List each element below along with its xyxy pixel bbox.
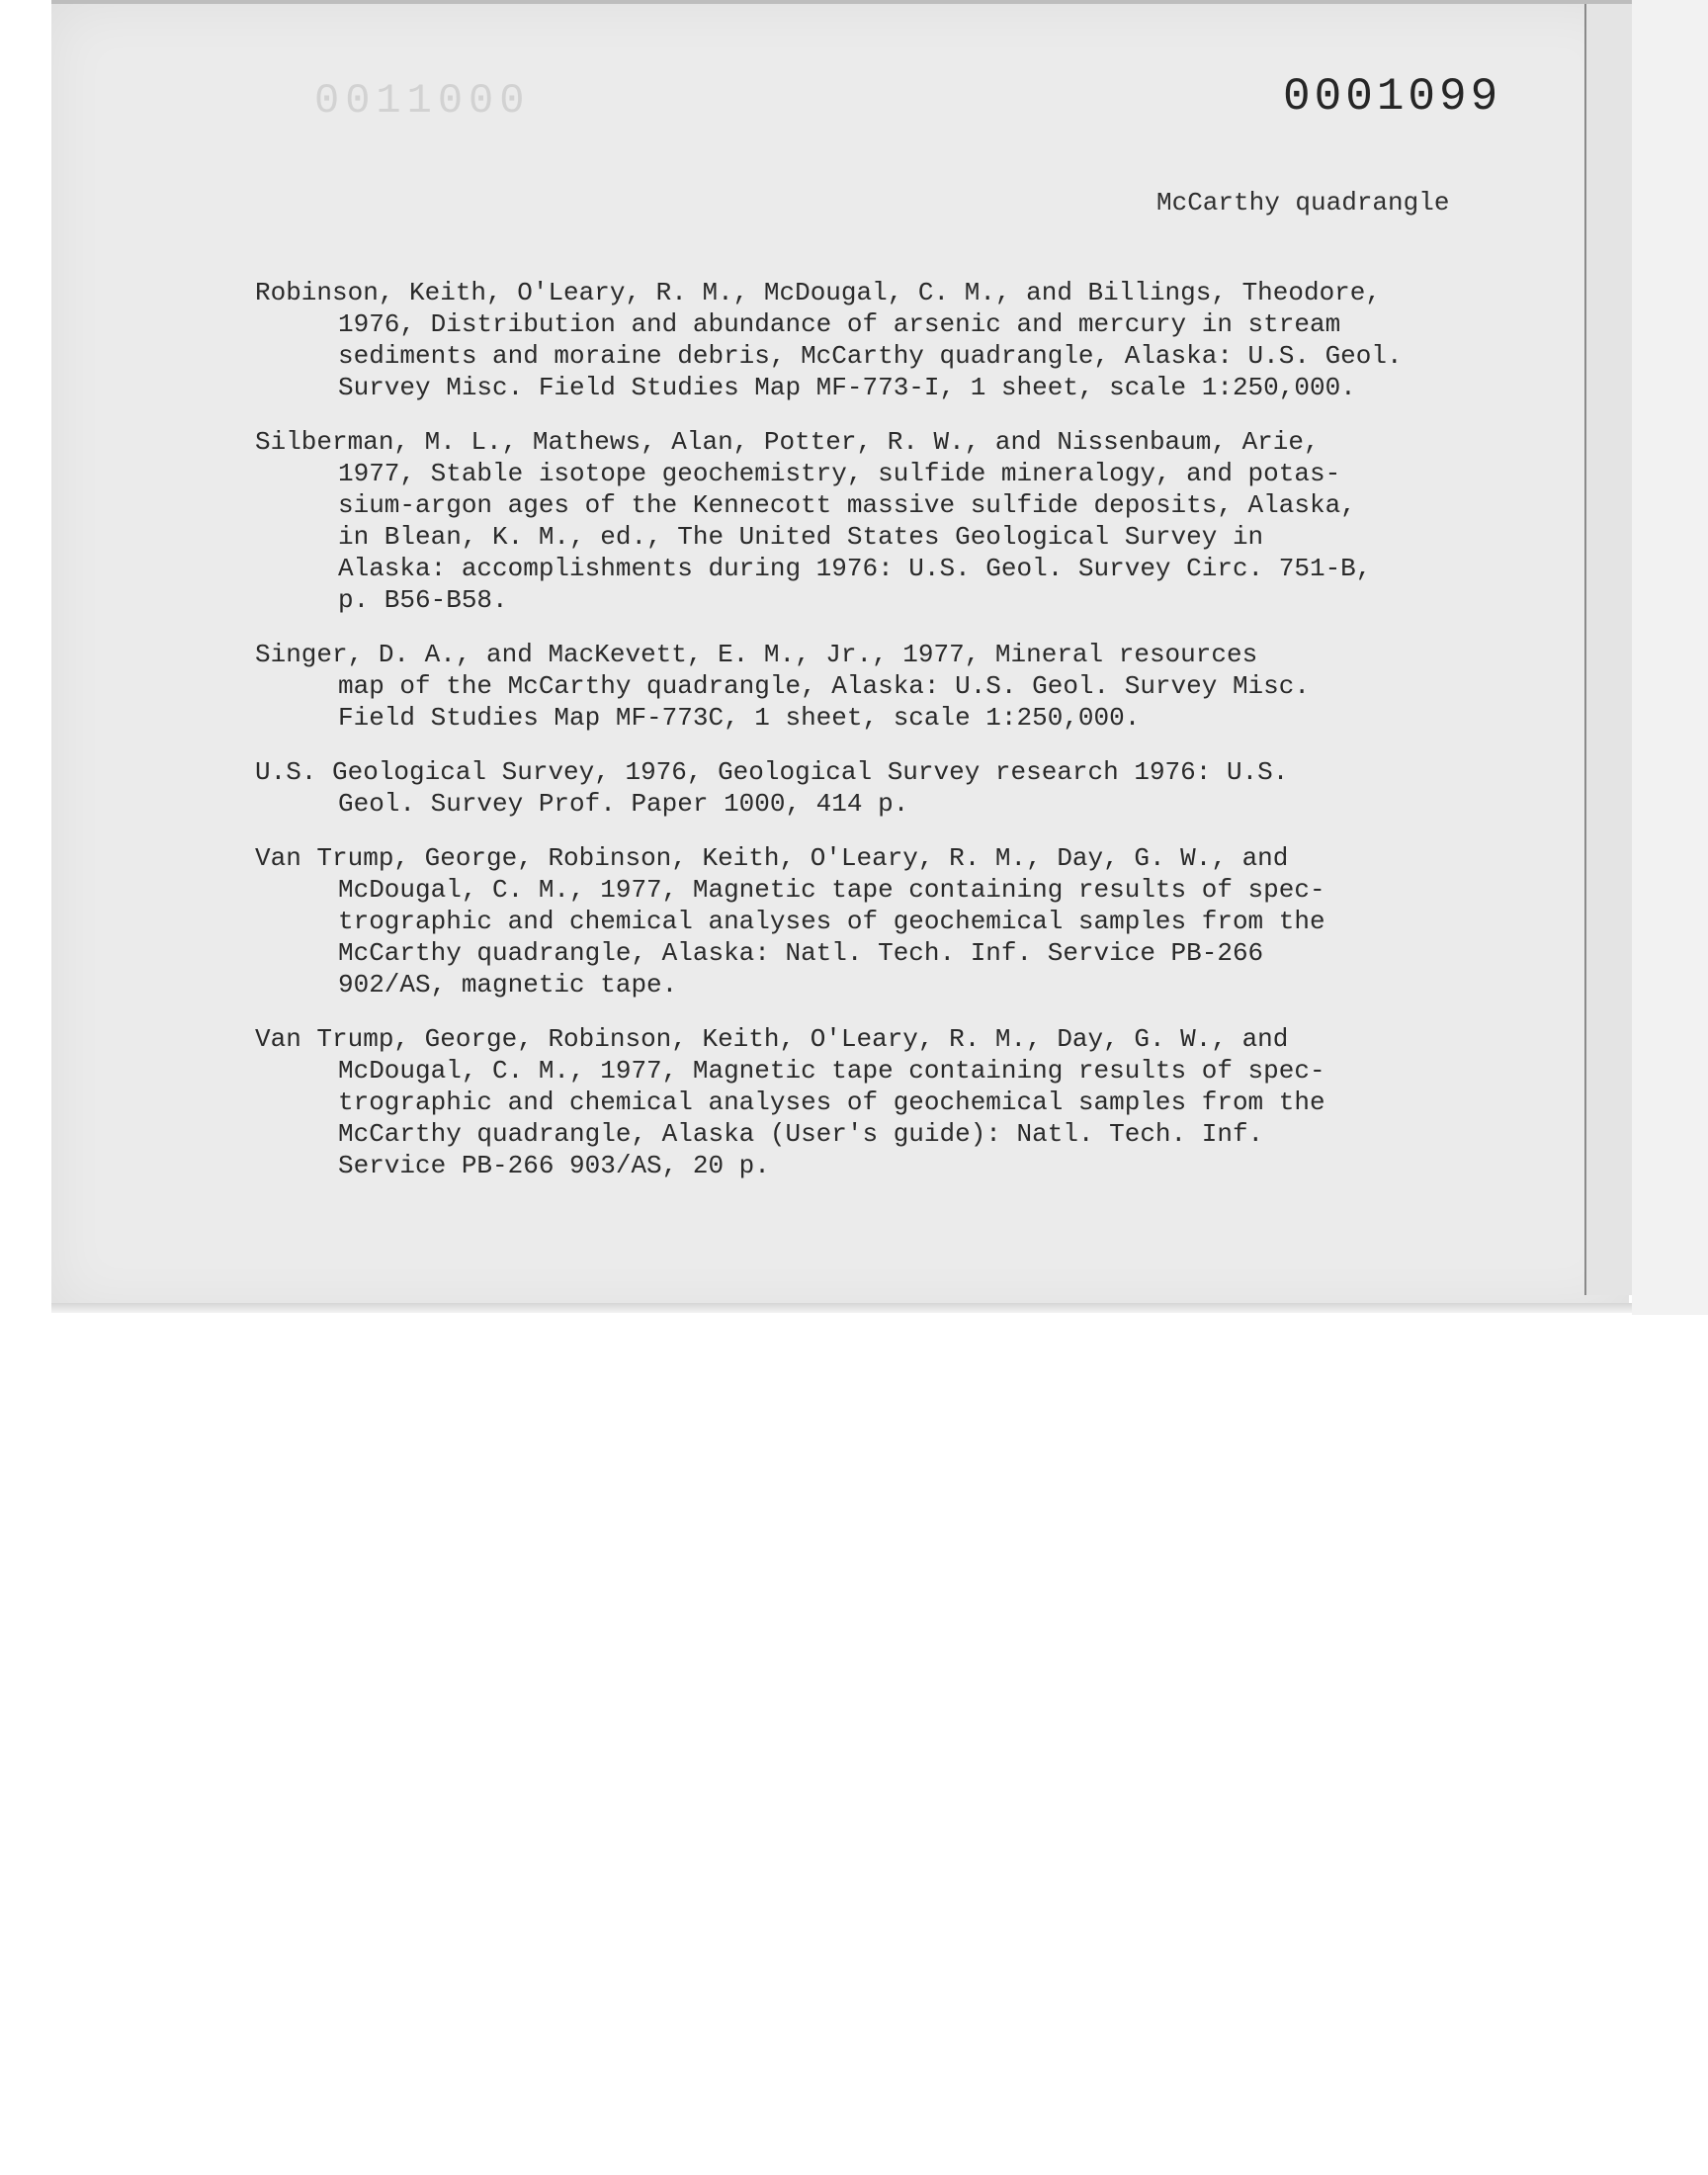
reference-entry bbox=[255, 842, 1491, 1000]
scan-edge bbox=[1632, 0, 1708, 1315]
reference-entry bbox=[255, 639, 1491, 734]
reference-line: p. B56-B58. bbox=[338, 585, 508, 615]
reference-line: McCarthy quadrangle, Alaska: Natl. Tech. Inf. Service PB-266 bbox=[338, 938, 1264, 968]
reference-line: Alaska: accomplishments during 1976: U.S. Geol. Survey Circ. 751-B, bbox=[338, 554, 1372, 583]
reference-line: Van Trump, George, Robinson, Keith, O'Leary, R. M., Day, G. W., and bbox=[255, 1024, 1289, 1054]
reference-line: McDougal, C. M., 1977, Magnetic tape containing results of spec- bbox=[338, 1056, 1325, 1086]
reference-entry bbox=[255, 756, 1491, 820]
reference-line: Field Studies Map MF-773C, 1 sheet, scale 1:250,000. bbox=[338, 703, 1141, 733]
reference-line: Survey Misc. Field Studies Map MF-773-I, 1 sheet, scale 1:250,000. bbox=[338, 373, 1356, 402]
reference-entry bbox=[255, 1023, 1491, 1181]
reference-line: sediments and moraine debris, McCarthy quadrangle, Alaska: U.S. Geol. bbox=[338, 341, 1403, 371]
reference-line: map of the McCarthy quadrangle, Alaska: U.S. Geol. Survey Misc. bbox=[338, 671, 1310, 701]
reference-list bbox=[255, 277, 1491, 1204]
reference-line: McDougal, C. M., 1977, Magnetic tape containing results of spec- bbox=[338, 875, 1325, 905]
card-bottom-edge bbox=[51, 1303, 1632, 1313]
reference-line: trographic and chemical analyses of geochemical samples from the bbox=[338, 907, 1325, 936]
reference-line: Singer, D. A., and MacKevett, E. M., Jr., 1977, Mineral resources bbox=[255, 640, 1258, 669]
reference-line: Van Trump, George, Robinson, Keith, O'Leary, R. M., Day, G. W., and bbox=[255, 843, 1289, 873]
reference-line: 1976, Distribution and abundance of arsenic and mercury in stream bbox=[338, 309, 1341, 339]
faded-document-number: 0011000 bbox=[314, 77, 531, 125]
quadrangle-label: McCarthy quadrangle bbox=[1156, 188, 1450, 218]
reference-line: sium-argon ages of the Kennecott massive sulfide deposits, Alaska, bbox=[338, 490, 1356, 520]
reference-line: trographic and chemical analyses of geochemical samples from the bbox=[338, 1088, 1325, 1117]
reference-line: 902/AS, magnetic tape. bbox=[338, 970, 678, 1000]
reference-entry bbox=[255, 277, 1491, 403]
card-right-margin bbox=[1584, 4, 1634, 1295]
reference-line: U.S. Geological Survey, 1976, Geological Survey research 1976: U.S. bbox=[255, 757, 1289, 787]
reference-line: Service PB-266 903/AS, 20 p. bbox=[338, 1151, 770, 1180]
reference-line: Robinson, Keith, O'Leary, R. M., McDougal, C. M., and Billings, Theodore, bbox=[255, 278, 1381, 307]
document-number: 0001099 bbox=[1283, 71, 1502, 123]
reference-line: Silberman, M. L., Mathews, Alan, Potter, R. W., and Nissenbaum, Arie, bbox=[255, 427, 1320, 457]
reference-line: Geol. Survey Prof. Paper 1000, 414 p. bbox=[338, 789, 909, 819]
reference-line: 1977, Stable isotope geochemistry, sulfide mineralogy, and potas- bbox=[338, 459, 1341, 488]
reference-entry bbox=[255, 426, 1491, 616]
reference-line: McCarthy quadrangle, Alaska (User's guide): Natl. Tech. Inf. bbox=[338, 1119, 1264, 1149]
reference-line: in Blean, K. M., ed., The United States Geological Survey in bbox=[338, 522, 1264, 552]
